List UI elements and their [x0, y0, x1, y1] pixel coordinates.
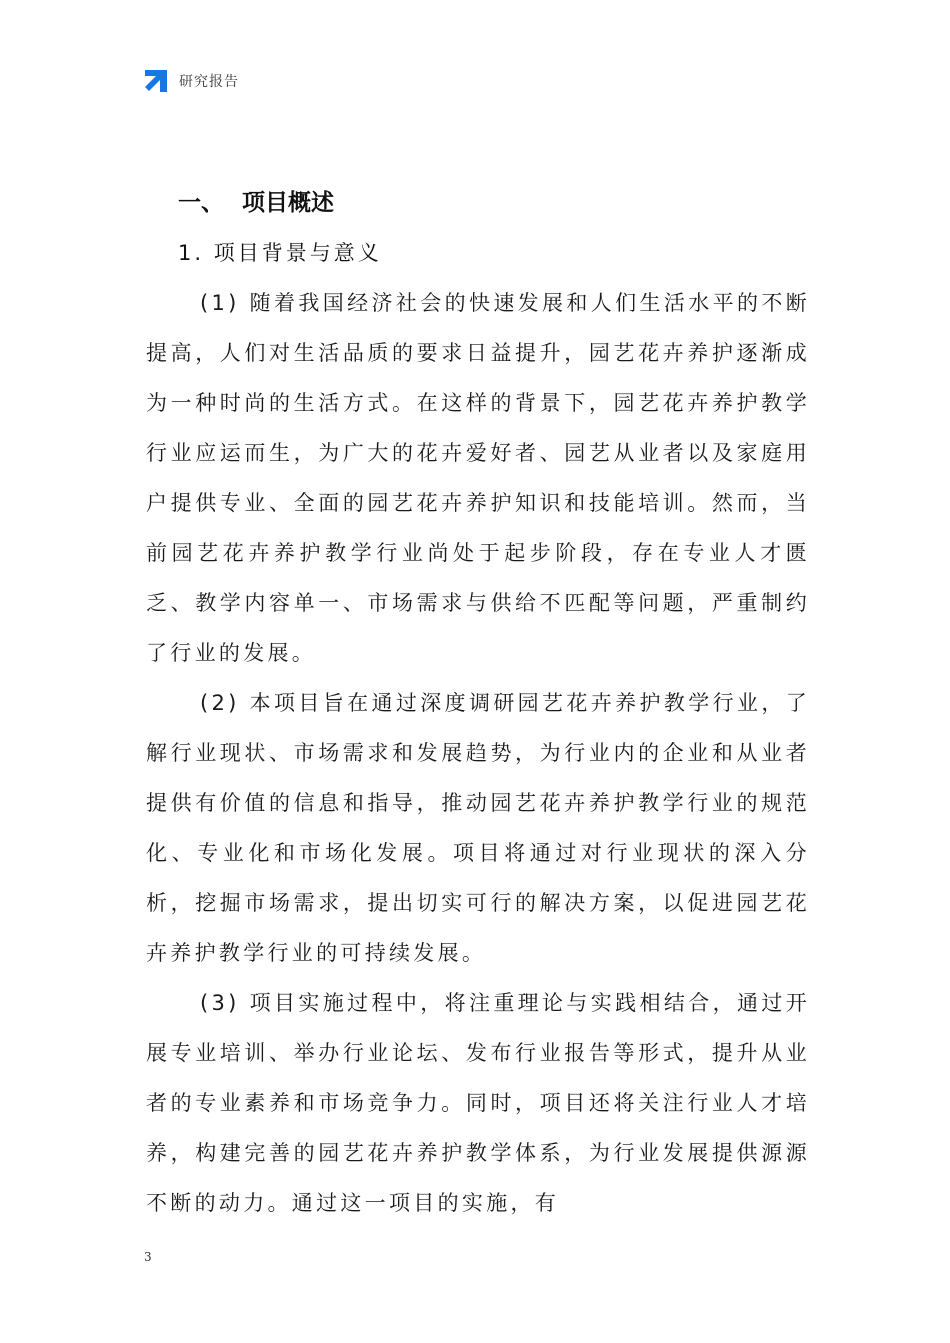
section-number: 一、	[178, 190, 224, 216]
document-body	[146, 178, 810, 1228]
page-number: 3	[144, 1250, 152, 1264]
arrow-logo-icon	[143, 68, 169, 94]
paragraph-3: (3) 项目实施过程中，将注重理论与实践相结合，通过开展专业培训、举办行业论坛、发布行业报告等形式，提升从业者的专业素养和市场竞争力。同时，项目还将关注行业人才培养，构建完善的园艺花卉养护教学体系，为行业发展提供源源不断的动力。通过这一项目的实施，有	[146, 991, 810, 1215]
paragraph-2: (2) 本项目旨在通过深度调研园艺花卉养护教学行业，了解行业现状、市场需求和发展趋势，为行业内的企业和从业者提供有价值的信息和指导，推动园艺花卉养护教学行业的规范化、专业化和市场化发展。项目将通过对行业现状的深入分析，挖掘市场需求，提出切实可行的解决方案，以促进园艺花卉养护教学行业的可持续发展。	[146, 691, 810, 965]
paragraph-1: (1) 随着我国经济社会的快速发展和人们生活水平的不断提高，人们对生活品质的要求日益提升，园艺花卉养护逐渐成为一种时尚的生活方式。在这样的背景下，园艺花卉养护教学行业应运而生，为广大的花卉爱好者、园艺从业者以及家庭用户提供专业、全面的园艺花卉养护知识和技能培训。然而，当前园艺花卉养护教学行业尚处于起步阶段，存在专业人才匮乏、教学内容单一、市场需求与供给不匹配等问题，严重制约了行业的发展。	[146, 291, 810, 665]
section-heading	[178, 178, 810, 228]
page-header	[143, 68, 239, 94]
section-title: 项目概述	[242, 190, 334, 216]
subsection-heading: 1. 项目背景与意义	[178, 241, 382, 265]
header-label: 研究报告	[179, 74, 239, 90]
